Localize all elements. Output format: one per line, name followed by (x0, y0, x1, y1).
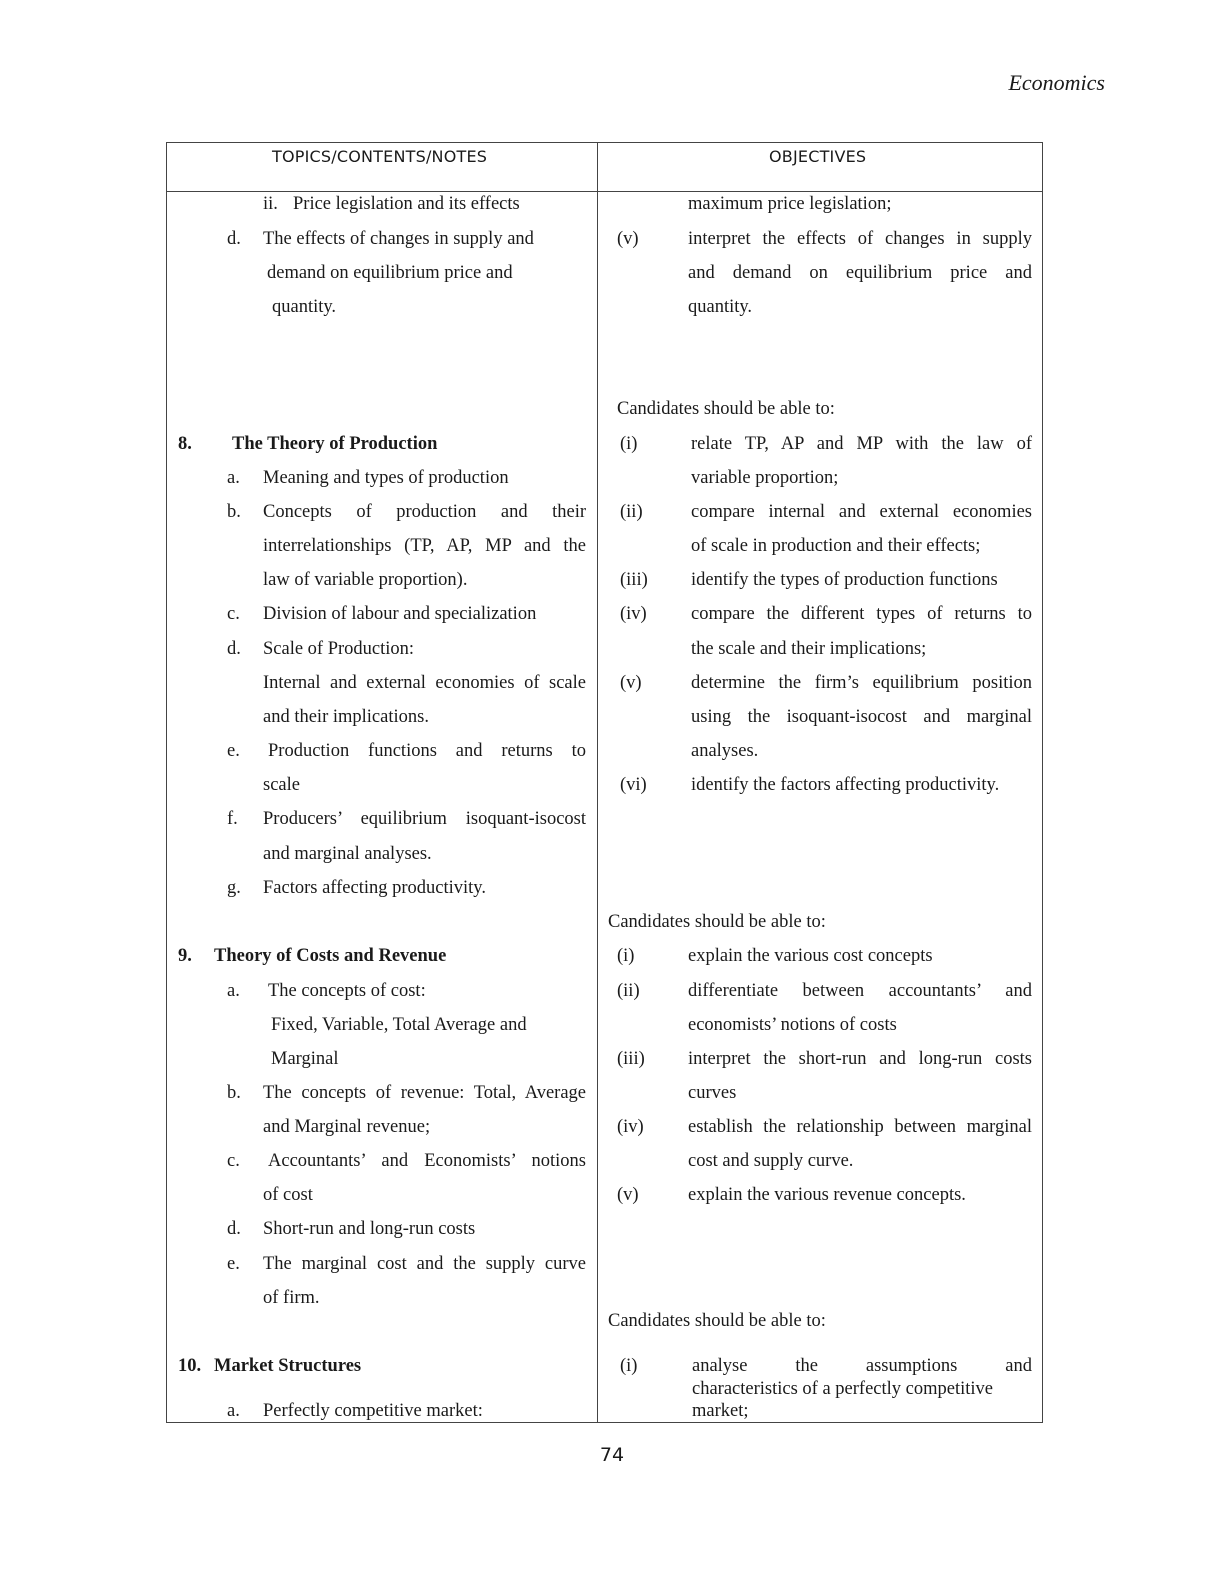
list-marker: d. (227, 229, 241, 249)
objective-line: and demand on equilibrium price and (688, 263, 1032, 283)
objective-line: relate TP, AP and MP with the law of (691, 434, 1032, 454)
objective-number: (vi) (620, 775, 647, 795)
topic-line: Concepts of production and their (263, 502, 586, 522)
topic-line: Production functions and returns to (268, 741, 586, 761)
objective-line: of scale in production and their effects; (691, 536, 981, 556)
list-marker: e. (227, 1254, 240, 1274)
objective-line: compare internal and external economies (691, 502, 1032, 522)
objective-number: (ii) (620, 502, 643, 522)
topic-line: Fixed, Variable, Total Average and (271, 1015, 527, 1035)
objective-number: (v) (617, 229, 639, 249)
list-marker: d. (227, 639, 241, 659)
list-marker: ii. (263, 194, 278, 214)
objective-line: differentiate between accountants’ and (688, 981, 1032, 1001)
objective-number: (i) (620, 434, 638, 454)
objective-line: the scale and their implications; (691, 639, 927, 659)
list-marker: d. (227, 1219, 241, 1239)
section-title: The Theory of Production (232, 434, 438, 454)
objective-number: (v) (617, 1185, 639, 1205)
objective-line: variable proportion; (691, 468, 839, 488)
list-marker: a. (227, 981, 240, 1001)
objective-line: maximum price legislation; (688, 194, 892, 214)
column-header-objectives: OBJECTIVES (769, 147, 867, 166)
objective-line: identify the factors affecting productivity. (691, 775, 1000, 795)
section-title: Market Structures (214, 1356, 362, 1376)
objective-line: determine the firm’s equilibrium position (691, 673, 1032, 693)
objective-number: (i) (617, 946, 635, 966)
topic-line: interrelationships (TP, AP, MP and the (263, 536, 586, 556)
list-marker: c. (227, 604, 240, 624)
objective-line: economists’ notions of costs (688, 1015, 897, 1035)
column-divider (597, 143, 598, 1422)
objective-line: using the isoquant-isocost and marginal (691, 707, 1032, 727)
objective-number: (iv) (620, 604, 647, 624)
objective-number: (ii) (617, 981, 640, 1001)
list-marker: g. (227, 878, 241, 898)
topic-line: demand on equilibrium price and (267, 263, 513, 283)
list-marker: c. (227, 1151, 240, 1171)
objective-line: curves (688, 1083, 737, 1103)
topic-line: Accountants’ and Economists’ notions (268, 1151, 586, 1171)
topic-line: The concepts of cost: (268, 981, 426, 1001)
objective-line: quantity. (688, 297, 753, 317)
list-marker: b. (227, 502, 241, 522)
topic-line: and Marginal revenue; (263, 1117, 431, 1137)
topic-line: Marginal (271, 1049, 339, 1069)
topic-line: and their implications. (263, 707, 429, 727)
topic-line: Scale of Production: (263, 639, 415, 659)
objective-line: cost and supply curve. (688, 1151, 854, 1171)
objective-number: (v) (620, 673, 642, 693)
list-marker: f. (227, 809, 238, 829)
objective-intro: Candidates should be able to: (617, 399, 835, 419)
topic-line: and marginal analyses. (263, 844, 432, 864)
objective-line: identify the types of production functions (691, 570, 998, 590)
objective-line: characteristics of a perfectly competitive (692, 1379, 993, 1399)
objective-line: explain the various revenue concepts. (688, 1185, 966, 1205)
objective-line: analyses. (691, 741, 759, 761)
topic-line: Perfectly competitive market: (263, 1401, 483, 1421)
topic-line: of firm. (263, 1288, 320, 1308)
list-marker: e. (227, 741, 240, 761)
objective-number: (iii) (617, 1049, 645, 1069)
section-title: Theory of Costs and Revenue (214, 946, 447, 966)
objective-line: establish the relationship between marginal (688, 1117, 1032, 1137)
topic-line: Meaning and types of production (263, 468, 509, 488)
topic-line: The concepts of revenue: Total, Average (263, 1083, 586, 1103)
section-number: 10. (178, 1356, 202, 1376)
section-number: 9. (178, 946, 192, 966)
list-marker: b. (227, 1083, 241, 1103)
objective-line: interpret the effects of changes in supply (688, 229, 1032, 249)
topic-line: Division of labour and specialization (263, 604, 537, 624)
topic-line: The effects of changes in supply and (263, 229, 534, 249)
objective-line: market; (692, 1401, 749, 1421)
topic-line: scale (263, 775, 300, 795)
objective-number: (iii) (620, 570, 648, 590)
list-marker: a. (227, 468, 240, 488)
list-marker: a. (227, 1401, 240, 1421)
topic-line: Price legislation and its effects (293, 194, 520, 214)
column-header-topics: TOPICS/CONTENTS/NOTES (272, 147, 488, 166)
topic-line: Internal and external economies of scale (263, 673, 586, 693)
objective-intro: Candidates should be able to: (608, 1311, 826, 1331)
topic-line: law of variable proportion). (263, 570, 468, 590)
topic-line: quantity. (272, 297, 337, 317)
topic-line: Producers’ equilibrium isoquant-isocost (263, 809, 586, 829)
objective-number: (i) (620, 1356, 638, 1376)
section-number: 8. (178, 434, 192, 454)
objective-number: (iv) (617, 1117, 644, 1137)
topic-line: Factors affecting productivity. (263, 878, 486, 898)
objective-line: interpret the short-run and long-run costs (688, 1049, 1032, 1069)
objective-line: explain the various cost concepts (688, 946, 933, 966)
topic-line: of cost (263, 1185, 313, 1205)
objective-intro: Candidates should be able to: (608, 912, 826, 932)
running-header: Economics (1008, 70, 1105, 95)
topic-line: The marginal cost and the supply curve (263, 1254, 586, 1274)
objective-line: compare the different types of returns to (691, 604, 1032, 624)
page-number: 74 (599, 1444, 625, 1466)
topic-line: Short-run and long-run costs (263, 1219, 476, 1239)
objective-line: analyse the assumptions and (692, 1356, 1032, 1376)
